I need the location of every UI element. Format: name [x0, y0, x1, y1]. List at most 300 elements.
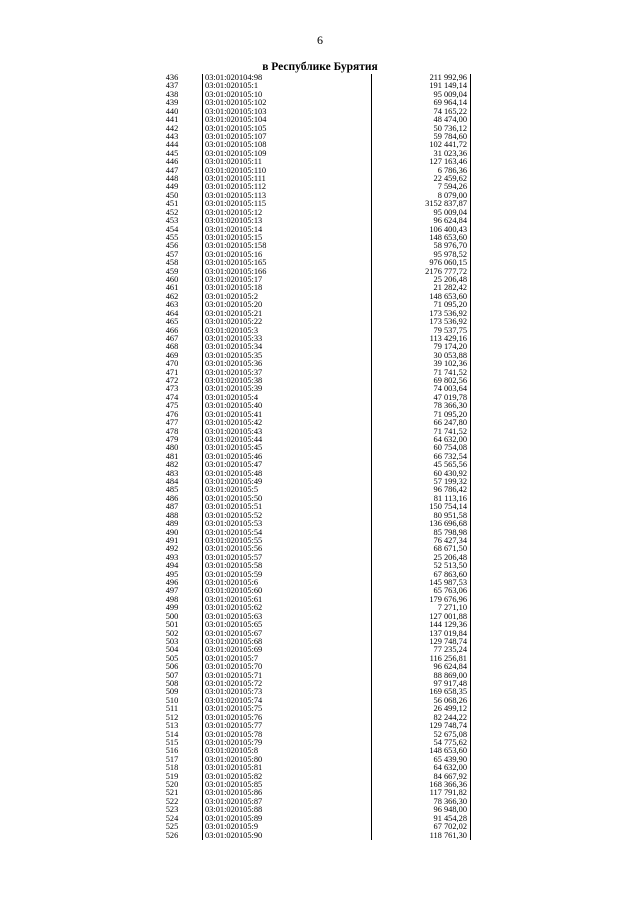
- table-row: [145, 461, 471, 469]
- table-row: [145, 251, 471, 259]
- cadastral-number-cell: 03:01:020105:108: [205, 140, 267, 150]
- table-row: [145, 613, 471, 621]
- cadastral-value-cell: 97 917,48: [433, 679, 467, 689]
- row-number-cell: 502: [165, 628, 179, 638]
- row-number-cell: 462: [165, 291, 179, 301]
- cadastral-number-cell: 03:01:020105:78: [205, 729, 263, 739]
- cadastral-number-cell: 03:01:020105:52: [205, 510, 263, 520]
- row-number-cell: 445: [165, 148, 179, 158]
- cadastral-value-cell: 6 786,36: [437, 165, 467, 175]
- table-row: [145, 276, 471, 284]
- table-row: [145, 411, 471, 419]
- cadastral-number-cell: 03:01:020105:14: [205, 224, 263, 234]
- cadastral-value-cell: 113 429,16: [429, 333, 467, 343]
- cadastral-number-cell: 03:01:020105:72: [205, 679, 263, 689]
- cadastral-value-cell: 7 271,10: [437, 603, 467, 613]
- cadastral-number-cell: 03:01:020105:48: [205, 468, 263, 478]
- table-row: [145, 781, 471, 789]
- cadastral-value-cell: 95 009,04: [433, 207, 467, 217]
- cadastral-value-cell: 144 129,36: [429, 620, 467, 630]
- table-row: [145, 571, 471, 579]
- cadastral-number-cell: 03:01:020105:40: [205, 401, 263, 411]
- row-number-cell: 448: [165, 174, 179, 183]
- row-number-cell: 523: [165, 805, 179, 815]
- table-row: [145, 268, 471, 276]
- table-row: [145, 82, 471, 90]
- cadastral-value-cell: 8 079,00: [437, 190, 467, 200]
- row-number-cell: 500: [165, 611, 179, 621]
- cadastral-value-cell: 79 174,20: [433, 342, 467, 352]
- table-row: [145, 688, 471, 696]
- table-row: [145, 806, 471, 814]
- cadastral-number-cell: 03:01:020105:112: [205, 182, 267, 192]
- cadastral-number-cell: 03:01:020105:104: [205, 115, 267, 125]
- cadastral-number-cell: 03:01:020105:82: [205, 771, 263, 781]
- cadastral-number-cell: 03:01:020105:13: [205, 216, 263, 226]
- cadastral-number-cell: 03:01:020105:58: [205, 561, 263, 571]
- cadastral-value-cell: 31 023,36: [433, 148, 467, 158]
- table-row: [145, 512, 471, 520]
- cadastral-number-cell: 03:01:020105:158: [205, 241, 267, 251]
- cadastral-number-cell: 03:01:020105:33: [205, 333, 263, 343]
- cadastral-value-cell: 59 784,60: [433, 131, 467, 141]
- row-number-cell: 526: [165, 830, 179, 840]
- row-number-cell: 482: [165, 460, 179, 470]
- cadastral-number-cell: 03:01:020105:88: [205, 805, 263, 815]
- cadastral-value-cell: 106 400,43: [429, 224, 467, 234]
- table-row: [145, 739, 471, 747]
- table-row: [145, 587, 471, 595]
- table-row: [145, 453, 471, 461]
- cadastral-number-cell: 03:01:020105:113: [205, 190, 267, 200]
- cadastral-number-cell: 03:01:020105:46: [205, 451, 263, 461]
- cadastral-number-cell: 03:01:020105:34: [205, 342, 263, 352]
- table-row: [145, 529, 471, 537]
- row-number-cell: 479: [165, 434, 179, 444]
- row-number-cell: 477: [165, 418, 179, 428]
- row-number-cell: 501: [165, 620, 179, 630]
- cadastral-number-cell: 03:01:020105:75: [205, 704, 263, 714]
- cadastral-number-cell: 03:01:020105:41: [205, 409, 263, 419]
- cadastral-value-cell: 2176 777,72: [425, 266, 467, 276]
- row-number-cell: 475: [165, 401, 179, 411]
- row-number-cell: 447: [165, 165, 179, 175]
- table-row: [145, 293, 471, 301]
- cadastral-value-cell: 82 244,22: [433, 712, 467, 722]
- table-row: [145, 638, 471, 646]
- cadastral-value-cell: 95 009,04: [433, 89, 467, 99]
- table-row: [145, 125, 471, 133]
- cadastral-value-cell: 148 653,60: [429, 232, 467, 242]
- row-number-cell: 484: [165, 477, 179, 487]
- row-number-cell: 476: [165, 409, 179, 419]
- table-row: [145, 385, 471, 393]
- row-number-cell: 516: [165, 746, 179, 756]
- cadastral-value-cell: 69 964,14: [433, 98, 467, 108]
- cadastral-value-cell: 91 454,28: [433, 813, 467, 823]
- row-number-cell: 511: [165, 704, 179, 714]
- row-number-cell: 510: [165, 695, 179, 705]
- table-row: [145, 318, 471, 326]
- cadastral-value-cell: 65 439,90: [433, 754, 467, 764]
- table-row: [145, 183, 471, 191]
- cadastral-number-cell: 03:01:020105:110: [205, 165, 267, 175]
- row-number-cell: 492: [165, 544, 179, 554]
- cadastral-number-cell: 03:01:020105:16: [205, 249, 263, 259]
- table-row: [145, 402, 471, 410]
- table-row: [145, 444, 471, 452]
- table-row: [145, 327, 471, 335]
- cadastral-number-cell: 03:01:020105:70: [205, 662, 263, 672]
- row-number-cell: 524: [165, 813, 179, 823]
- row-number-cell: 455: [165, 232, 179, 242]
- row-number-cell: 486: [165, 493, 179, 503]
- table-row: [145, 705, 471, 713]
- cadastral-value-cell: 67 702,02: [433, 822, 467, 832]
- cadastral-number-cell: 03:01:020105:79: [205, 737, 263, 747]
- cadastral-value-cell: 77 235,24: [433, 645, 467, 655]
- table-row: [145, 554, 471, 562]
- cadastral-value-cell: 48 474,00: [433, 115, 467, 125]
- cadastral-number-cell: 03:01:020105:69: [205, 645, 263, 655]
- cadastral-value-cell: 67 863,60: [433, 569, 467, 579]
- cadastral-value-cell: 64 632,00: [433, 763, 467, 773]
- cadastral-number-cell: 03:01:020105:81: [205, 763, 263, 773]
- cadastral-number-cell: 03:01:020105:53: [205, 519, 263, 529]
- row-number-cell: 525: [165, 822, 179, 832]
- row-number-cell: 438: [165, 89, 179, 99]
- cadastral-value-cell: 96 948,00: [433, 805, 467, 815]
- table-row: [145, 419, 471, 427]
- cadastral-value-cell: 30 053,88: [433, 350, 467, 360]
- cadastral-number-cell: 03:01:020105:61: [205, 594, 263, 604]
- cadastral-number-cell: 03:01:020105:63: [205, 611, 263, 621]
- cadastral-number-cell: 03:01:020105:17: [205, 275, 263, 285]
- cadastral-number-cell: 03:01:020105:86: [205, 788, 263, 798]
- table-row: [145, 335, 471, 343]
- row-number-cell: 460: [165, 275, 179, 285]
- cadastral-number-cell: 03:01:020105:45: [205, 443, 263, 453]
- cadastral-value-cell: 71 095,20: [433, 409, 467, 419]
- table-row: [145, 217, 471, 225]
- cadastral-value-cell: 45 565,56: [433, 460, 467, 470]
- cadastral-number-cell: 03:01:020105:74: [205, 695, 263, 705]
- table-row: [145, 108, 471, 116]
- cadastral-number-cell: 03:01:020105:62: [205, 603, 263, 613]
- cadastral-value-cell: 129 748,74: [429, 721, 467, 731]
- row-number-cell: 489: [165, 519, 179, 529]
- cadastral-value-cell: 145 987,53: [429, 578, 467, 588]
- row-number-cell: 439: [165, 98, 179, 108]
- table-row: [145, 789, 471, 797]
- table-row: [145, 773, 471, 781]
- table-row: [145, 436, 471, 444]
- cadastral-value-cell: 22 459,62: [433, 174, 467, 183]
- cadastral-value-cell: 173 536,92: [429, 317, 467, 327]
- row-number-cell: 504: [165, 645, 179, 655]
- cadastral-value-cell: 136 696,68: [429, 519, 467, 529]
- table-row: [145, 310, 471, 318]
- row-number-cell: 506: [165, 662, 179, 672]
- row-number-cell: 515: [165, 737, 179, 747]
- table-row: [145, 394, 471, 402]
- cadastral-number-cell: 03:01:020105:21: [205, 308, 263, 318]
- cadastral-value-cell: 173 536,92: [429, 308, 467, 318]
- cadastral-value-cell: 117 791,82: [429, 788, 467, 798]
- table-row: [145, 284, 471, 292]
- cadastral-number-cell: 03:01:020104:98: [205, 73, 263, 82]
- row-number-cell: 490: [165, 527, 179, 537]
- cadastral-number-cell: 03:01:020105:6: [205, 578, 259, 588]
- cadastral-value-cell: 71 741,52: [433, 426, 467, 436]
- table-row: [145, 680, 471, 688]
- row-number-cell: 493: [165, 552, 179, 562]
- row-number-cell: 480: [165, 443, 179, 453]
- table-row: [145, 192, 471, 200]
- row-number-cell: 449: [165, 182, 179, 192]
- row-number-cell: 473: [165, 384, 179, 394]
- row-number-cell: 491: [165, 535, 179, 545]
- cadastral-number-cell: 03:01:020105:35: [205, 350, 263, 360]
- table-row: [145, 722, 471, 730]
- table-row: [145, 630, 471, 638]
- cadastral-number-cell: 03:01:020105:71: [205, 670, 263, 680]
- row-number-cell: 458: [165, 258, 179, 268]
- table-row: [145, 343, 471, 351]
- row-number-cell: 440: [165, 106, 179, 116]
- cadastral-number-cell: 03:01:020105:3: [205, 325, 259, 335]
- cadastral-value-cell: 71 741,52: [433, 367, 467, 377]
- cadastral-value-cell: 84 667,92: [433, 771, 467, 781]
- table-row: [145, 428, 471, 436]
- table-row: [145, 158, 471, 166]
- row-number-cell: 465: [165, 317, 179, 327]
- row-number-cell: 461: [165, 283, 179, 293]
- table-row: [145, 815, 471, 823]
- table-row: [145, 486, 471, 494]
- table-row: [145, 234, 471, 242]
- row-number-cell: 496: [165, 578, 179, 588]
- cadastral-value-cell: 127 001,88: [429, 611, 467, 621]
- cadastral-number-cell: 03:01:020105:77: [205, 721, 263, 731]
- cadastral-value-cell: 60 430,92: [433, 468, 467, 478]
- cadastral-value-cell: 76 427,34: [433, 535, 467, 545]
- cadastral-number-cell: 03:01:020105:47: [205, 460, 263, 470]
- row-number-cell: 503: [165, 636, 179, 646]
- table-row: [145, 672, 471, 680]
- cadastral-value-cell: 129 748,74: [429, 636, 467, 646]
- cadastral-value-cell: 65 763,06: [433, 586, 467, 596]
- table-row: [145, 545, 471, 553]
- table-row: [145, 116, 471, 124]
- row-number-cell: 442: [165, 123, 179, 133]
- row-number-cell: 459: [165, 266, 179, 276]
- cadastral-value-cell: 52 675,08: [433, 729, 467, 739]
- table-row: [145, 91, 471, 99]
- table-row: [145, 646, 471, 654]
- cadastral-number-cell: 03:01:020105:10: [205, 89, 263, 99]
- cadastral-value-cell: 74 003,64: [433, 384, 467, 394]
- cadastral-value-cell: 976 060,15: [429, 258, 467, 268]
- row-number-cell: 466: [165, 325, 179, 335]
- cadastral-number-cell: 03:01:020105:22: [205, 317, 263, 327]
- table-row: [145, 352, 471, 360]
- row-number-cell: 478: [165, 426, 179, 436]
- row-number-cell: 441: [165, 115, 179, 125]
- cadastral-value-cell: 56 068,26: [433, 695, 467, 705]
- cadastral-number-cell: 03:01:020105:166: [205, 266, 267, 276]
- cadastral-number-cell: 03:01:020105:68: [205, 636, 263, 646]
- cadastral-value-cell: 26 499,12: [433, 704, 467, 714]
- table-row: [145, 99, 471, 107]
- cadastral-value-cell: 80 951,58: [433, 510, 467, 520]
- table-row: [145, 621, 471, 629]
- cadastral-number-cell: 03:01:020105:102: [205, 98, 267, 108]
- cadastral-value-cell: 102 441,72: [429, 140, 467, 150]
- cadastral-number-cell: 03:01:020105:51: [205, 502, 263, 512]
- cadastral-value-cell: 68 671,50: [433, 544, 467, 554]
- row-number-cell: 485: [165, 485, 179, 495]
- cadastral-number-cell: 03:01:020105:59: [205, 569, 263, 579]
- table-row: [145, 470, 471, 478]
- cadastral-value-cell: 148 653,60: [429, 746, 467, 756]
- cadastral-number-cell: 03:01:020105:90: [205, 830, 263, 840]
- cadastral-value-cell: 211 992,96: [429, 73, 467, 82]
- row-number-cell: 520: [165, 780, 179, 790]
- row-number-cell: 519: [165, 771, 179, 781]
- row-number-cell: 498: [165, 594, 179, 604]
- table-row: [145, 242, 471, 250]
- cadastral-value-cell: 47 019,78: [433, 392, 467, 402]
- cadastral-number-cell: 03:01:020105:5: [205, 485, 259, 495]
- row-number-cell: 497: [165, 586, 179, 596]
- cadastral-number-cell: 03:01:020105:89: [205, 813, 263, 823]
- table-row: [145, 141, 471, 149]
- row-number-cell: 472: [165, 376, 179, 386]
- cadastral-number-cell: 03:01:020105:57: [205, 552, 263, 562]
- table-row: [145, 655, 471, 663]
- cadastral-number-cell: 03:01:020105:50: [205, 493, 263, 503]
- cadastral-number-cell: 03:01:020105:109: [205, 148, 267, 158]
- row-number-cell: 518: [165, 763, 179, 773]
- cadastral-value-cell: 148 653,60: [429, 291, 467, 301]
- table-row: [145, 259, 471, 267]
- cadastral-value-cell: 191 149,14: [429, 81, 467, 91]
- cadastral-value-cell: 96 786,42: [433, 485, 467, 495]
- cadastral-value-cell: 64 632,00: [433, 434, 467, 444]
- row-number-cell: 443: [165, 131, 179, 141]
- table-row: [145, 764, 471, 772]
- cadastral-number-cell: 03:01:020105:8: [205, 746, 259, 756]
- table-row: [145, 537, 471, 545]
- row-number-cell: 453: [165, 216, 179, 226]
- table-row: [145, 663, 471, 671]
- table-row: [145, 495, 471, 503]
- row-number-cell: 464: [165, 308, 179, 318]
- cadastral-number-cell: 03:01:020105:4: [205, 392, 259, 402]
- row-number-cell: 450: [165, 190, 179, 200]
- table-row: [145, 150, 471, 158]
- cadastral-number-cell: 03:01:020105:105: [205, 123, 267, 133]
- cadastral-value-cell: 3152 837,87: [425, 199, 467, 209]
- cadastral-number-cell: 03:01:020105:9: [205, 822, 259, 832]
- table-row: [145, 747, 471, 755]
- cadastral-value-cell: 78 366,30: [433, 796, 467, 806]
- cadastral-number-cell: 03:01:020105:73: [205, 687, 263, 697]
- cadastral-value-cell: 25 206,48: [433, 552, 467, 562]
- table-row: [145, 369, 471, 377]
- cadastral-value-cell: 179 676,96: [429, 594, 467, 604]
- row-number-cell: 514: [165, 729, 179, 739]
- cadastral-value-cell: 127 163,46: [429, 157, 467, 167]
- cadastral-value-cell: 168 366,36: [429, 780, 467, 790]
- row-number-cell: 471: [165, 367, 179, 377]
- table-row: [145, 478, 471, 486]
- cadastral-value-cell: 66 247,80: [433, 418, 467, 428]
- row-number-cell: 470: [165, 359, 179, 369]
- cadastral-number-cell: 03:01:020105:20: [205, 300, 263, 310]
- row-number-cell: 463: [165, 300, 179, 310]
- row-number-cell: 467: [165, 333, 179, 343]
- cadastral-value-cell: 7 594,26: [437, 182, 467, 192]
- row-number-cell: 512: [165, 712, 179, 722]
- row-number-cell: 509: [165, 687, 179, 697]
- row-number-cell: 522: [165, 796, 179, 806]
- cadastral-value-cell: 81 113,16: [433, 493, 467, 503]
- cadastral-number-cell: 03:01:020105:1: [205, 81, 259, 91]
- table-row: [145, 697, 471, 705]
- cadastral-number-cell: 03:01:020105:54: [205, 527, 263, 537]
- cadastral-number-cell: 03:01:020105:12: [205, 207, 263, 217]
- cadastral-value-cell: 74 165,22: [433, 106, 467, 116]
- cadastral-number-cell: 03:01:020105:2: [205, 291, 259, 301]
- table-row: [145, 209, 471, 217]
- row-number-cell: 437: [165, 81, 179, 91]
- cadastral-number-cell: 03:01:020105:44: [205, 434, 263, 444]
- row-number-cell: 499: [165, 603, 179, 613]
- cadastral-value-cell: 96 624,84: [433, 662, 467, 672]
- cadastral-value-cell: 69 802,56: [433, 376, 467, 386]
- table-row: [145, 579, 471, 587]
- cadastral-number-cell: 03:01:020105:37: [205, 367, 263, 377]
- cadastral-number-cell: 03:01:020105:67: [205, 628, 263, 638]
- cadastral-number-cell: 03:01:020105:42: [205, 418, 263, 428]
- row-number-cell: 513: [165, 721, 179, 731]
- cadastral-number-cell: 03:01:020105:76: [205, 712, 263, 722]
- cadastral-value-cell: 58 976,70: [433, 241, 467, 251]
- cadastral-number-cell: 03:01:020105:107: [205, 131, 267, 141]
- row-number-cell: 507: [165, 670, 179, 680]
- cadastral-value-cell: 150 754,14: [429, 502, 467, 512]
- cadastral-number-cell: 03:01:020105:165: [205, 258, 267, 268]
- cadastral-number-cell: 03:01:020105:65: [205, 620, 263, 630]
- row-number-cell: 488: [165, 510, 179, 520]
- row-number-cell: 517: [165, 754, 179, 764]
- row-number-cell: 454: [165, 224, 179, 234]
- table-row: [145, 377, 471, 385]
- cadastral-value-table: [145, 74, 471, 840]
- cadastral-value-cell: 169 658,35: [429, 687, 467, 697]
- table-row: [145, 596, 471, 604]
- table-row: [145, 731, 471, 739]
- page-number: 6: [317, 33, 323, 47]
- row-number-cell: 494: [165, 561, 179, 571]
- table-row: [145, 167, 471, 175]
- cadastral-number-cell: 03:01:020105:39: [205, 384, 263, 394]
- cadastral-number-cell: 03:01:020105:85: [205, 780, 263, 790]
- cadastral-value-cell: 118 761,30: [429, 830, 467, 840]
- cadastral-value-cell: 88 869,00: [433, 670, 467, 680]
